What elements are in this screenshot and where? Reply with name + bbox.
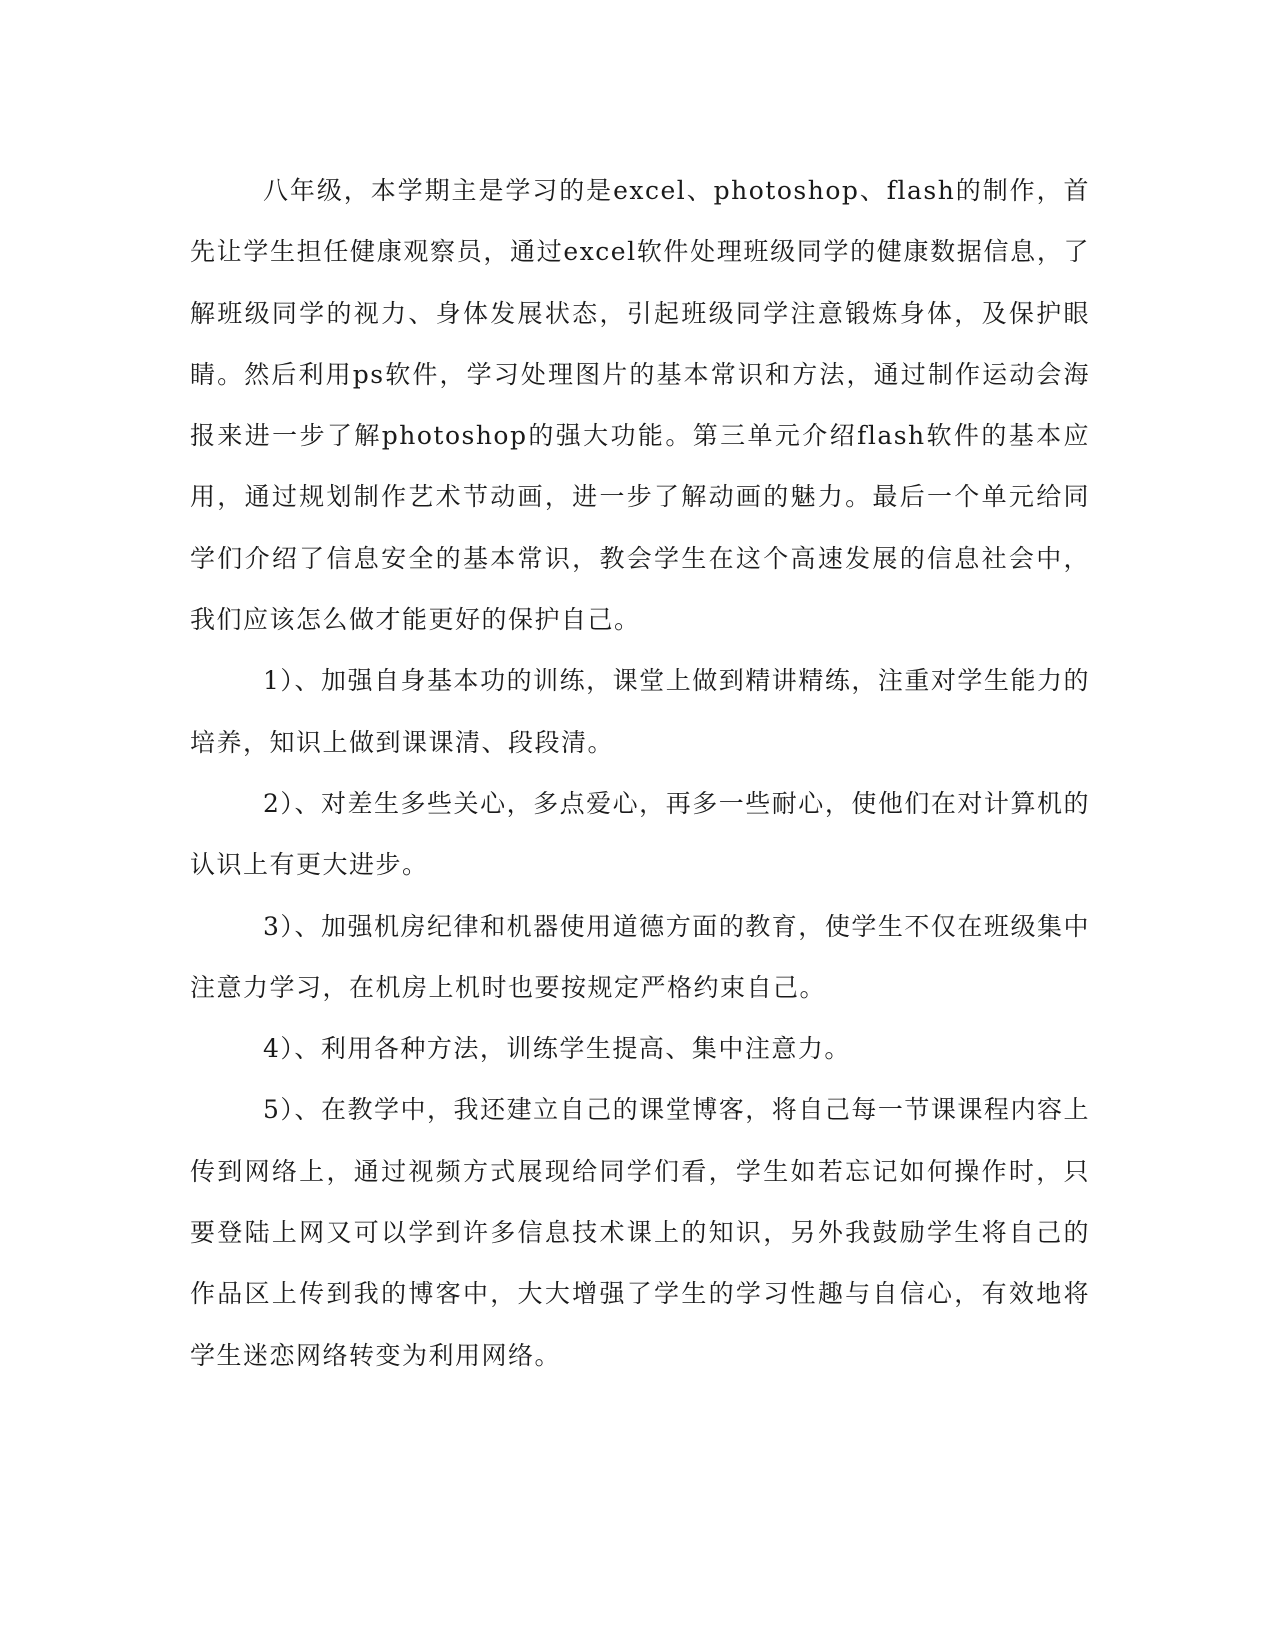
document-body (190, 160, 1090, 1386)
paragraph-item-2: 2）、对差生多些关心，多点爱心，再多一些耐心，使他们在对计算机的认识上有更大进步。 (190, 788, 1090, 880)
paragraph-summary: 八年级，本学期主是学习的是excel、photoshop、flash的制作，首先让学生担任健康观察员，通过excel软件处理班级同学的健康数据信息，了解班级同学的视力、身体发展状态，引起班级同学注意锻炼身体，及保护眼睛。然后利用ps软件，学习处理图片的基本常识和方法，通过制作运动会海报来进一步了解photoshop的强大功能。第三单元介绍flash软件的基本应用，通过规划制作艺术节动画，进一步了解动画的魅力。最后一个单元给同学们介绍了信息安全的基本常识，教会学生在这个高速发展的信息社会中，我们应该怎么做才能更好的保护自己。 (190, 176, 1090, 635)
paragraph-item-3: 3）、加强机房纪律和机器使用道德方面的教育，使学生不仅在班级集中注意力学习，在机房上机时也要按规定严格约束自己。 (190, 911, 1090, 1002)
paragraph-item-5: 5）、在教学中，我还建立自己的课堂博客，将自己每一节课课程内容上传到网络上，通过视频方式展现给同学们看，学生如若忘记如何操作时，只要登陆上网又可以学到许多信息技术课上的知识，另外我鼓励学生将自己的作品区上传到我的博客中，大大增强了学生的学习性趣与自信心，有效地将学生迷恋网络转变为利用网络。 (190, 1095, 1090, 1370)
paragraph-item-1: 1）、加强自身基本功的训练，课堂上做到精讲精练，注重对学生能力的培养，知识上做到课课清、段段清。 (190, 666, 1090, 757)
paragraph-item-4: 4）、利用各种方法，训练学生提高、集中注意力。 (263, 1034, 851, 1064)
